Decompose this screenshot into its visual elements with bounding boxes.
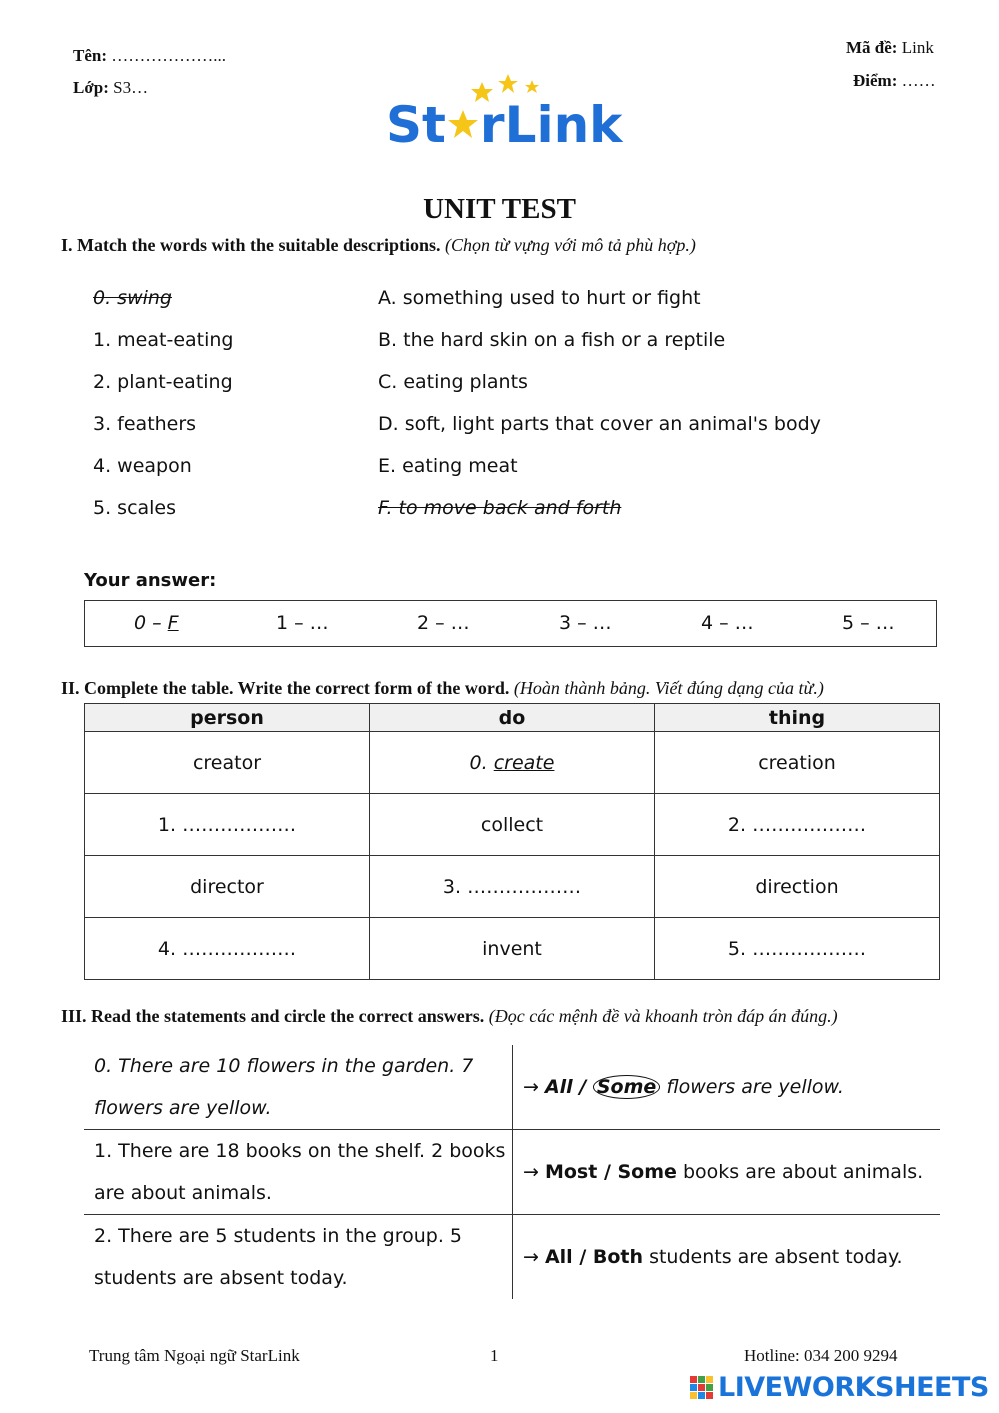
blank-4[interactable]: 4. ……………… [85, 918, 370, 980]
code-label: Mã đề: [846, 38, 898, 57]
answer-choice-0 [513, 1045, 941, 1130]
answer-2[interactable]: 2 – … [417, 612, 470, 634]
cell-collect: collect [370, 794, 655, 856]
answer-0 [134, 612, 179, 634]
answer-box [84, 600, 937, 647]
section3-title: III. Read the statements and circle the correct answers. [61, 1006, 485, 1026]
answer-5[interactable]: 5 – … [842, 612, 895, 634]
slash-1: / [597, 1161, 618, 1183]
name-field [73, 46, 226, 66]
cell-example [370, 732, 655, 794]
table-row [84, 1045, 940, 1130]
rest-2: students are absent today. [643, 1246, 903, 1268]
class-label: Lớp: [73, 78, 109, 97]
option-some-0-circled[interactable]: Some [593, 1075, 660, 1099]
table-row [85, 732, 940, 794]
code-value: Link [901, 38, 934, 57]
table-row [85, 856, 940, 918]
section1-title: I. Match the words with the suitable descriptions. [61, 235, 441, 255]
star-icon [446, 106, 480, 146]
cell-creation: creation [655, 732, 940, 794]
match-left-5: 5. scales [93, 497, 177, 519]
liveworksheets-text: LIVEWORKSHEETS [718, 1372, 989, 1403]
logo-text-end: rLink [479, 96, 623, 154]
blank-3[interactable]: 3. ……………… [370, 856, 655, 918]
cell-creator: creator [85, 732, 370, 794]
blank-1[interactable]: 1. ……………… [85, 794, 370, 856]
blank-5[interactable]: 5. ……………… [655, 918, 940, 980]
match-left-1: 1. meat-eating [93, 329, 234, 351]
option-some-1[interactable]: Some [617, 1161, 677, 1183]
match-right-d: D. soft, light parts that cover an animal's body [378, 413, 821, 435]
answer-choice-1 [513, 1130, 941, 1215]
table-row [84, 1215, 940, 1300]
score-field [853, 71, 936, 91]
footer-center-name: Trung tâm Ngoại ngữ StarLink [89, 1346, 300, 1365]
option-all-2[interactable]: All [544, 1246, 573, 1268]
example-answer: create [493, 751, 555, 774]
score-label: Điểm: [853, 71, 898, 90]
answer-3[interactable]: 3 – … [559, 612, 612, 634]
blank-2[interactable]: 2. ……………… [655, 794, 940, 856]
answer-0-value: F [167, 612, 179, 634]
option-both-2[interactable]: Both [592, 1246, 644, 1268]
statement-1: 1. There are 18 books on the shelf. 2 books are about animals. [84, 1130, 513, 1215]
name-value: ………………... [111, 46, 226, 65]
match-right-a: A. something used to hurt or fight [378, 287, 701, 309]
arrow-0: → [523, 1076, 545, 1098]
match-left-0: 0. swing [93, 287, 172, 309]
section1-title-vi: (Chọn từ vựng với mô tả phù hợp.) [445, 235, 696, 255]
rest-1: books are about animals. [676, 1161, 924, 1183]
slash-2: / [572, 1246, 593, 1268]
footer-page-number: 1 [490, 1346, 499, 1365]
section1-heading [61, 235, 696, 256]
match-right-b: B. the hard skin on a fish or a reptile [378, 329, 726, 351]
logo-text-start: St [386, 96, 446, 154]
statement-0: 0. There are 10 flowers in the garden. 7 flowers are yellow. [84, 1045, 513, 1130]
answer-0-num: 0 – [134, 612, 168, 634]
table-row [84, 1130, 940, 1215]
class-field [73, 78, 148, 98]
table-header-row [85, 704, 940, 732]
statements-table [84, 1045, 940, 1299]
arrow-1: → [523, 1161, 545, 1183]
rest-0: flowers are yellow. [660, 1076, 844, 1098]
match-left-2: 2. plant-eating [93, 371, 233, 393]
table-row [85, 918, 940, 980]
match-right-e: E. eating meat [378, 455, 518, 477]
answer-label: Your answer: [84, 570, 217, 591]
answer-4[interactable]: 4 – … [701, 612, 754, 634]
column-header-do: do [370, 704, 655, 732]
match-right-c: C. eating plants [378, 371, 528, 393]
match-left-4: 4. weapon [93, 455, 192, 477]
class-value: S3… [113, 78, 149, 97]
match-left-3: 3. feathers [93, 413, 197, 435]
column-header-thing: thing [655, 704, 940, 732]
cell-director: director [85, 856, 370, 918]
statement-2: 2. There are 5 students in the group. 5 students are absent today. [84, 1215, 513, 1300]
score-value: …… [901, 71, 936, 90]
arrow-2: → [523, 1246, 545, 1268]
word-form-table [84, 703, 940, 980]
section2-title: II. Complete the table. Write the correct form of the word. [61, 678, 510, 698]
footer-hotline: Hotline: 034 200 9294 [744, 1346, 898, 1365]
option-all-0[interactable]: All [544, 1076, 573, 1098]
match-right-f: F. to move back and forth [378, 497, 622, 519]
cell-invent: invent [370, 918, 655, 980]
cell-direction: direction [655, 856, 940, 918]
table-row [85, 794, 940, 856]
name-label: Tên: [73, 46, 107, 65]
answer-1[interactable]: 1 – … [276, 612, 329, 634]
liveworksheets-icon [690, 1374, 716, 1404]
option-most-1[interactable]: Most [544, 1161, 598, 1183]
starlink-logo [386, 72, 631, 152]
column-header-person: person [85, 704, 370, 732]
answer-choice-2 [513, 1215, 941, 1300]
section3-heading [61, 1006, 838, 1027]
code-field [846, 38, 934, 58]
section2-heading [61, 678, 824, 699]
slash-0: / [572, 1076, 593, 1098]
section3-title-vi: (Đọc các mệnh đề và khoanh tròn đáp án đúng.) [488, 1006, 838, 1026]
example-prefix: 0. [469, 751, 494, 774]
page-title: UNIT TEST [423, 193, 576, 225]
section2-title-vi: (Hoàn thành bảng. Viết đúng dạng của từ.) [513, 678, 824, 698]
